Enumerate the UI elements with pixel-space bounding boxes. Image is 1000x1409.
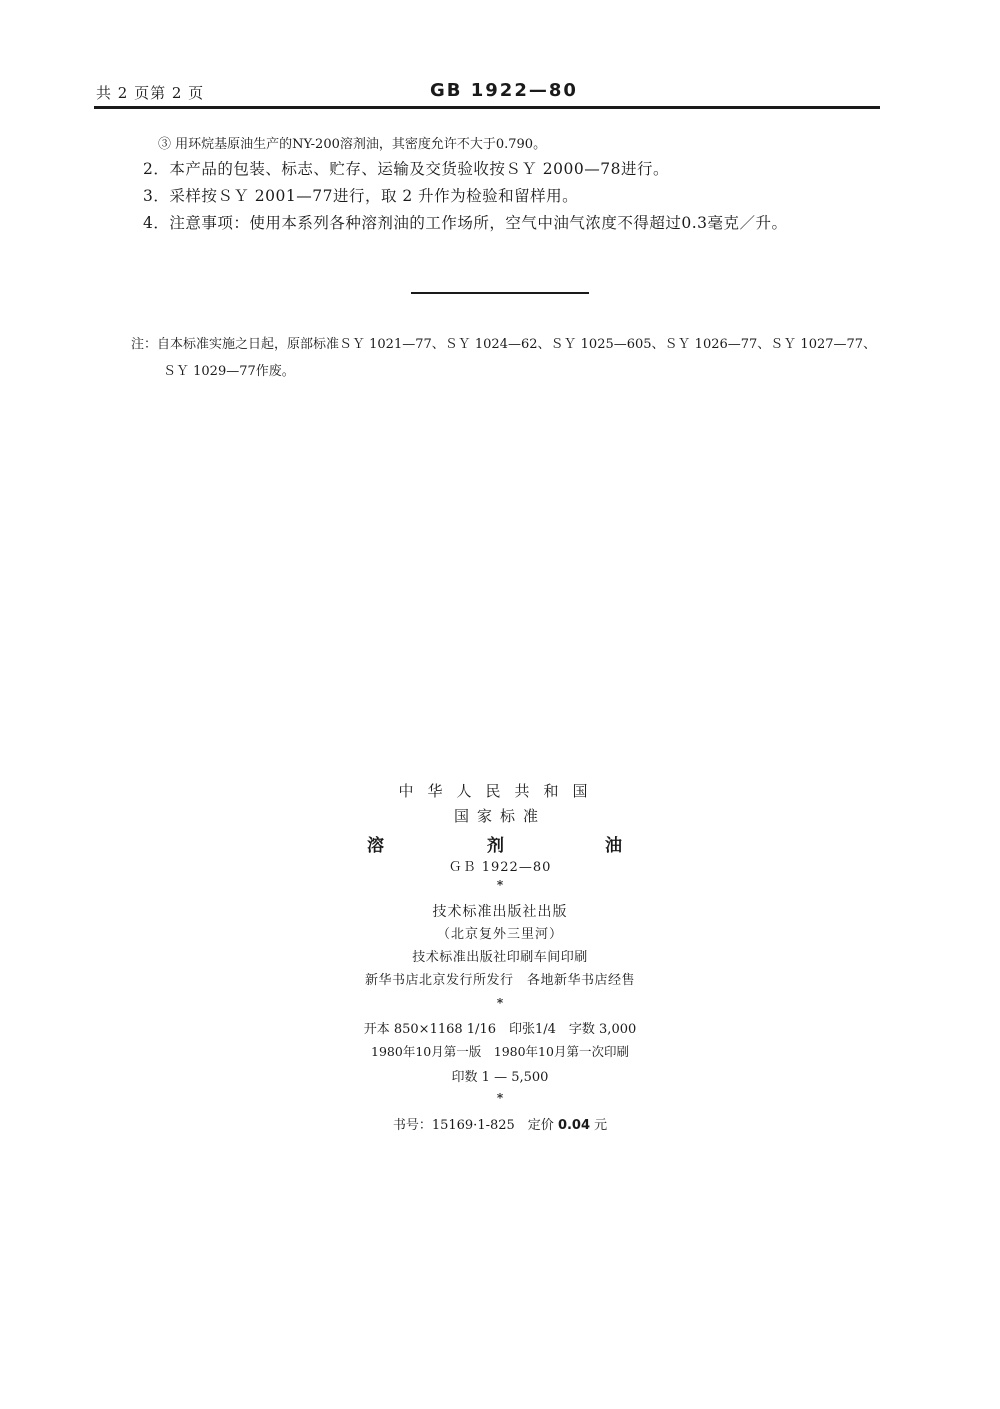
title-char-2: 剂 <box>487 836 504 856</box>
imprint-printer: 技术标准出版社印刷车间印刷 <box>412 950 588 965</box>
separator-star: * <box>496 996 504 1010</box>
title-char-3: 油 <box>605 836 622 856</box>
imprint-distributor: 新华书店北京发行所发行 各地新华书店经售 <box>364 973 635 988</box>
imprint-book-number <box>0 1114 1000 1133</box>
price-value: 0.04 <box>557 1118 591 1133</box>
page-indicator: 共 2 页第 2 页 <box>96 84 205 102</box>
imprint-format: 开本 850×1168 1/16 印张1/4 字数 3,000 <box>363 1022 637 1037</box>
standard-code-header: GB 1922—80 <box>430 80 578 101</box>
footnote-line-1: 注：自本标准实施之日起，原部标准ＳＹ 1021—77、ＳＹ 1024—62、ＳＹ 1025—605、ＳＹ 1026—77、ＳＹ 1027—77、 <box>131 337 877 352</box>
imprint-standard-label: 国家标准 <box>453 807 546 825</box>
currency-label: 元 <box>594 1118 608 1133</box>
imprint-code: ＧＢ 1922—80 <box>448 860 552 875</box>
note-item-3: ③ 用环烷基原油生产的NY-200溶剂油，其密度允许不大于0.790。 <box>158 137 547 152</box>
imprint-address: （北京复外三里河） <box>436 927 563 942</box>
separator-star: * <box>496 878 504 892</box>
imprint-print-run: 印数 1 — 5,500 <box>451 1070 549 1085</box>
imprint-publisher: 技术标准出版社出版 <box>432 904 568 920</box>
separator-star: * <box>496 1091 504 1105</box>
clause-3: 3．采样按ＳＹ 2001—77进行，取 2 升作为检验和留样用。 <box>143 187 579 205</box>
clause-2: 2．本产品的包装、标志、贮存、运输及交货验收按ＳＹ 2000—78进行。 <box>143 160 669 178</box>
section-end-rule <box>411 292 589 294</box>
book-number-label: 书号：15169·1-825 定价 <box>392 1118 554 1133</box>
clause-4: 4．注意事项：使用本系列各种溶剂油的工作场所，空气中油气浓度不得超过0.3毫克／升。 <box>143 214 788 232</box>
title-char-1: 溶 <box>367 836 384 856</box>
header-divider <box>94 106 880 109</box>
imprint-edition: 1980年10月第一版 1980年10月第一次印刷 <box>371 1044 629 1059</box>
imprint-country: 中华人民共和国 <box>398 782 602 800</box>
footnote-line-2: ＳＹ 1029—77作废。 <box>163 364 295 379</box>
